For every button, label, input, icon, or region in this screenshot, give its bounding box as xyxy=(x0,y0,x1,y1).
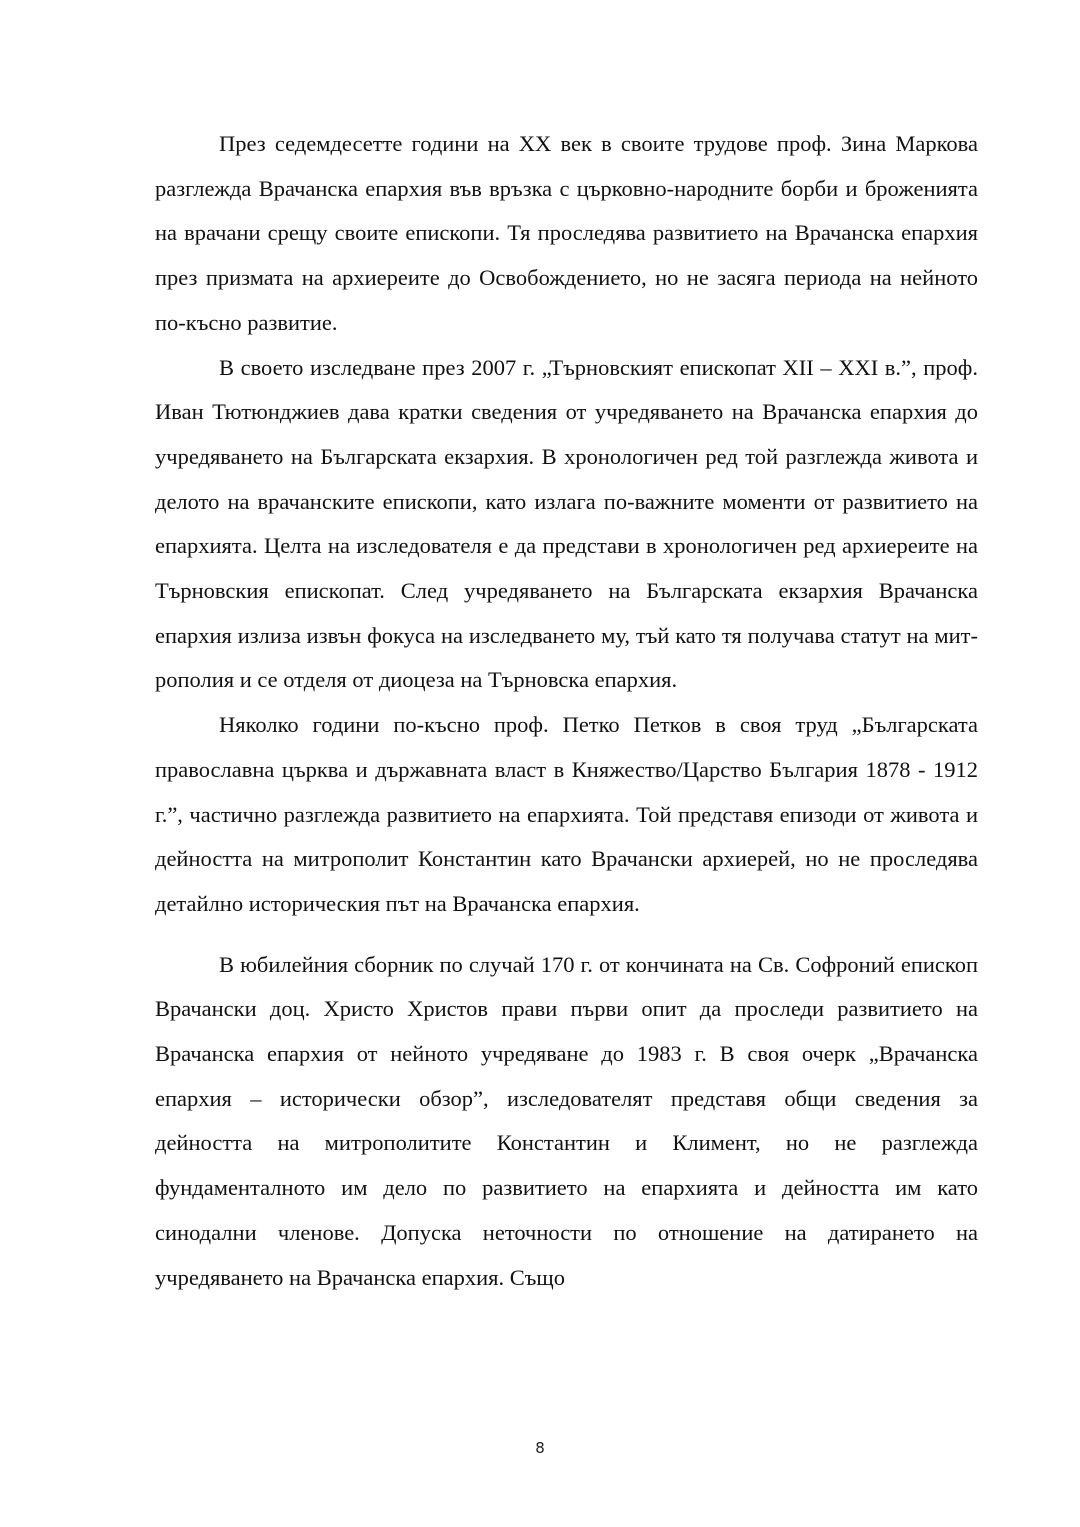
paragraph-3: Няколко години по-късно проф. Петко Петков в своя труд „Българската православна църква и държавната власт в Княжество/Царство България 1878 - 1912 г.”, частично разглежда развитието на епархията. Той представя епизоди от живота и дейността на митрополит Константин като Врачански архиерей, но не проследява детайлно историческия път на Врачанска епархия. xyxy=(155,712,978,916)
document-body xyxy=(155,122,978,1300)
paragraph-1: През седемдесетте години на XX век в своите трудове проф. Зина Маркова разглежда Врачанска епархия във връзка с църковно-народните борби и броженията на врачани срещу своите епископи. Тя проследява развитието на Врачанска епархия през призмата на архиереите до Освобождението, но не засяга периода на нейното по-късно развитие. xyxy=(155,131,978,335)
paragraph-spacer xyxy=(155,927,978,943)
paragraph-4: В юбилейния сборник по случай 170 г. от кончината на Св. Софроний епископ Врачански доц. Христо Христов прави първи опит да проследи развитието на Врачанска епархия от нейното учредяване до 1983 г. В своя очерк „Врачанска епархия – исторически обзор”, изследователят представя общи сведения за дейността на митрополитите Константин и Климент, но не разглежда фундаменталното им дело по развитието на епархията и дейността им като синодални членове. Допуска неточности по отношение на датирането на учредяването на Врачанска епархия. Също xyxy=(155,951,978,1290)
paragraph-2: В своето изследване през 2007 г. „Търновският епископат XII – XXI в.”, проф. Иван Тютюнджиев дава кратки сведения от учредяването на Врачанска епархия до учредяването на Българската екзархия. В хронологичен ред той разглежда живота и делото на врачанските епископи, като излага по-важните моменти от развитието на епархията. Целта на изследователя е да представи в хронологичен ред архиереите на Търновския епископат. След учредяването на Българската екзархия Врачанска епархия излиза извън фокуса на изследването му, тъй като тя получава статут на митрополия и се отделя от диоцеза на Търновска епархия. xyxy=(155,354,978,693)
page-number: 8 xyxy=(535,1439,545,1457)
